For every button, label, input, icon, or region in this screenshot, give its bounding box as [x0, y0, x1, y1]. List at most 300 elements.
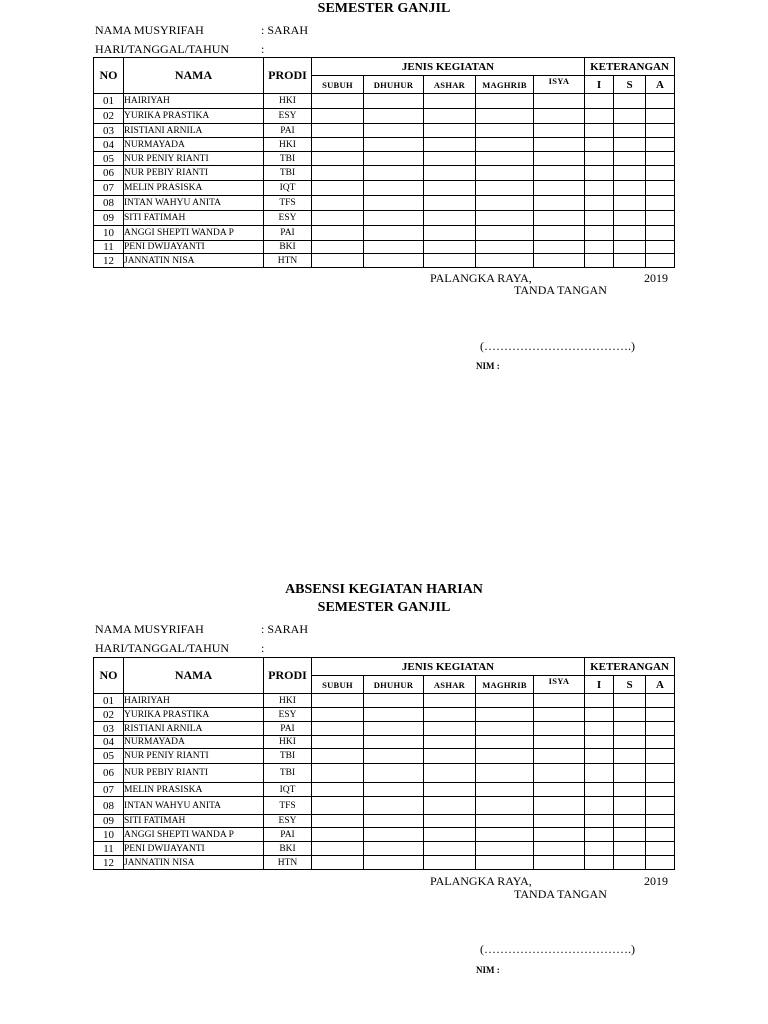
cell-subuh	[312, 694, 364, 708]
table-row	[94, 109, 675, 124]
cell-ashar	[424, 166, 476, 181]
row-number: 12	[94, 254, 124, 268]
student-prodi: IQT	[264, 181, 312, 196]
cell-isya	[534, 166, 585, 181]
cell-izin	[585, 211, 614, 226]
cell-izin	[585, 94, 614, 109]
cell-maghrib	[476, 196, 534, 211]
col-subuh-header: SUBUH	[312, 676, 364, 694]
cell-alpa	[646, 783, 675, 797]
student-prodi: TBI	[264, 166, 312, 181]
cell-alpa	[646, 749, 675, 764]
cell-ashar	[424, 226, 476, 241]
student-name: NUR PENIY RIANTI	[124, 749, 264, 764]
cell-maghrib	[476, 856, 534, 870]
student-name: NUR PEBIY RIANTI	[124, 166, 264, 181]
cell-subuh	[312, 764, 364, 783]
cell-isya	[534, 181, 585, 196]
cell-izin	[585, 708, 614, 722]
cell-alpa	[646, 166, 675, 181]
col-maghrib-header: MAGHRIB	[476, 676, 534, 694]
col-isya-header: ISYA	[534, 76, 585, 94]
student-prodi: TBI	[264, 152, 312, 166]
cell-isya	[534, 152, 585, 166]
cell-maghrib	[476, 152, 534, 166]
row-number: 10	[94, 828, 124, 842]
col-alpa-header: A	[646, 676, 675, 694]
cell-subuh	[312, 226, 364, 241]
cell-isya	[534, 828, 585, 842]
student-prodi: BKI	[264, 842, 312, 856]
cell-dhuhur	[364, 181, 424, 196]
student-prodi: HKI	[264, 694, 312, 708]
cell-izin	[585, 722, 614, 736]
form-title-semester: SEMESTER GANJIL	[317, 1, 451, 16]
student-name: MELIN PRASISKA	[124, 181, 264, 196]
cell-ashar	[424, 856, 476, 870]
table-row	[94, 783, 675, 797]
student-prodi: HKI	[264, 736, 312, 749]
student-prodi: HKI	[264, 138, 312, 152]
table-row	[94, 211, 675, 226]
signature-line: (……………………………….)	[480, 339, 635, 353]
cell-dhuhur	[364, 783, 424, 797]
musyrifah-value: : SARAH	[261, 622, 309, 636]
cell-alpa	[646, 764, 675, 783]
cell-maghrib	[476, 749, 534, 764]
place-label: PALANGKA RAYA,	[430, 271, 532, 285]
cell-alpa	[646, 842, 675, 856]
cell-dhuhur	[364, 694, 424, 708]
table-row	[94, 842, 675, 856]
cell-isya	[534, 124, 585, 138]
cell-subuh	[312, 138, 364, 152]
row-number: 07	[94, 181, 124, 196]
student-name: RISTIANI ARNILA	[124, 124, 264, 138]
cell-sakit	[614, 749, 646, 764]
cell-dhuhur	[364, 815, 424, 828]
cell-sakit	[614, 152, 646, 166]
cell-isya	[534, 749, 585, 764]
cell-izin	[585, 736, 614, 749]
table-row	[94, 166, 675, 181]
student-prodi: ESY	[264, 708, 312, 722]
cell-sakit	[614, 166, 646, 181]
cell-dhuhur	[364, 708, 424, 722]
cell-ashar	[424, 181, 476, 196]
cell-subuh	[312, 856, 364, 870]
cell-subuh	[312, 749, 364, 764]
cell-dhuhur	[364, 166, 424, 181]
cell-maghrib	[476, 124, 534, 138]
cell-alpa	[646, 694, 675, 708]
col-izin-header: I	[585, 76, 614, 94]
cell-izin	[585, 124, 614, 138]
musyrifah-value: : SARAH	[261, 23, 309, 37]
cell-maghrib	[476, 815, 534, 828]
cell-sakit	[614, 181, 646, 196]
cell-izin	[585, 226, 614, 241]
cell-ashar	[424, 736, 476, 749]
date-row	[95, 42, 395, 57]
cell-subuh	[312, 708, 364, 722]
cell-subuh	[312, 254, 364, 268]
cell-sakit	[614, 815, 646, 828]
cell-alpa	[646, 828, 675, 842]
cell-alpa	[646, 708, 675, 722]
cell-alpa	[646, 124, 675, 138]
student-prodi: TFS	[264, 797, 312, 815]
cell-subuh	[312, 842, 364, 856]
cell-isya	[534, 241, 585, 254]
col-no-header: NO	[94, 658, 124, 694]
cell-subuh	[312, 736, 364, 749]
student-prodi: HKI	[264, 94, 312, 109]
cell-maghrib	[476, 226, 534, 241]
student-name: HAIRIYAH	[124, 694, 264, 708]
cell-isya	[534, 783, 585, 797]
cell-alpa	[646, 138, 675, 152]
student-prodi: TBI	[264, 749, 312, 764]
student-prodi: ESY	[264, 109, 312, 124]
table-row	[94, 856, 675, 870]
cell-ashar	[424, 722, 476, 736]
cell-ashar	[424, 254, 476, 268]
table-row	[94, 181, 675, 196]
cell-izin	[585, 109, 614, 124]
cell-maghrib	[476, 708, 534, 722]
cell-sakit	[614, 783, 646, 797]
cell-sakit	[614, 694, 646, 708]
cell-sakit	[614, 722, 646, 736]
cell-ashar	[424, 842, 476, 856]
musyrifah-row	[95, 23, 395, 38]
cell-ashar	[424, 749, 476, 764]
cell-maghrib	[476, 181, 534, 196]
cell-alpa	[646, 815, 675, 828]
student-name: NURMAYADA	[124, 736, 264, 749]
col-keterangan-header: KETERANGAN	[585, 658, 675, 676]
col-no-header: NO	[94, 58, 124, 94]
cell-subuh	[312, 722, 364, 736]
cell-dhuhur	[364, 124, 424, 138]
cell-sakit	[614, 211, 646, 226]
student-prodi: PAI	[264, 722, 312, 736]
col-ashar-header: ASHAR	[424, 76, 476, 94]
cell-isya	[534, 196, 585, 211]
student-prodi: BKI	[264, 241, 312, 254]
col-jenis-kegiatan-header: JENIS KEGIATAN	[312, 658, 585, 676]
cell-izin	[585, 797, 614, 815]
student-name: NURMAYADA	[124, 138, 264, 152]
cell-ashar	[424, 94, 476, 109]
col-sakit-header: S	[614, 676, 646, 694]
cell-ashar	[424, 241, 476, 254]
col-ashar-header: ASHAR	[424, 676, 476, 694]
cell-maghrib	[476, 783, 534, 797]
student-name: YURIKA PRASTIKA	[124, 109, 264, 124]
col-subuh-header: SUBUH	[312, 76, 364, 94]
student-prodi: ESY	[264, 211, 312, 226]
cell-maghrib	[476, 828, 534, 842]
table-row	[94, 736, 675, 749]
cell-izin	[585, 783, 614, 797]
cell-alpa	[646, 856, 675, 870]
date-value: :	[261, 641, 265, 655]
cell-ashar	[424, 797, 476, 815]
table-row	[94, 254, 675, 268]
table-row	[94, 797, 675, 815]
student-name: NUR PEBIY RIANTI	[124, 764, 264, 783]
cell-sakit	[614, 254, 646, 268]
cell-izin	[585, 138, 614, 152]
year-label: 2019	[644, 874, 668, 888]
cell-subuh	[312, 815, 364, 828]
col-dhuhur-header: DHUHUR	[364, 676, 424, 694]
cell-dhuhur	[364, 211, 424, 226]
row-number: 05	[94, 749, 124, 764]
row-number: 08	[94, 196, 124, 211]
cell-sakit	[614, 109, 646, 124]
cell-sakit	[614, 842, 646, 856]
cell-maghrib	[476, 109, 534, 124]
student-name: YURIKA PRASTIKA	[124, 708, 264, 722]
row-number: 11	[94, 842, 124, 856]
student-prodi: PAI	[264, 828, 312, 842]
cell-subuh	[312, 181, 364, 196]
cell-alpa	[646, 109, 675, 124]
cell-ashar	[424, 708, 476, 722]
cell-ashar	[424, 138, 476, 152]
cell-isya	[534, 138, 585, 152]
cell-ashar	[424, 124, 476, 138]
cell-subuh	[312, 211, 364, 226]
cell-alpa	[646, 211, 675, 226]
cell-dhuhur	[364, 764, 424, 783]
student-name: INTAN WAHYU ANITA	[124, 196, 264, 211]
cell-izin	[585, 694, 614, 708]
cell-sakit	[614, 138, 646, 152]
cell-sakit	[614, 764, 646, 783]
col-sakit-header: S	[614, 76, 646, 94]
place-label: PALANGKA RAYA,	[430, 874, 532, 888]
cell-dhuhur	[364, 152, 424, 166]
row-number: 02	[94, 109, 124, 124]
cell-maghrib	[476, 736, 534, 749]
cell-izin	[585, 842, 614, 856]
cell-subuh	[312, 241, 364, 254]
row-number: 09	[94, 815, 124, 828]
table-row	[94, 226, 675, 241]
col-jenis-kegiatan-header: JENIS KEGIATAN	[312, 58, 585, 76]
cell-ashar	[424, 694, 476, 708]
row-number: 10	[94, 226, 124, 241]
cell-ashar	[424, 196, 476, 211]
cell-izin	[585, 254, 614, 268]
cell-dhuhur	[364, 828, 424, 842]
student-prodi: TBI	[264, 764, 312, 783]
student-prodi: PAI	[264, 124, 312, 138]
student-name: MELIN PRASISKA	[124, 783, 264, 797]
cell-izin	[585, 856, 614, 870]
musyrifah-row	[95, 622, 395, 637]
student-name: HAIRIYAH	[124, 94, 264, 109]
cell-ashar	[424, 815, 476, 828]
cell-dhuhur	[364, 94, 424, 109]
cell-isya	[534, 211, 585, 226]
cell-dhuhur	[364, 196, 424, 211]
cell-isya	[534, 694, 585, 708]
row-number: 07	[94, 783, 124, 797]
student-name: PENI DWIJAYANTI	[124, 842, 264, 856]
cell-subuh	[312, 124, 364, 138]
cell-izin	[585, 181, 614, 196]
cell-sakit	[614, 856, 646, 870]
student-name: SITI FATIMAH	[124, 211, 264, 226]
col-alpa-header: A	[646, 76, 675, 94]
cell-maghrib	[476, 797, 534, 815]
cell-isya	[534, 708, 585, 722]
student-name: PENI DWIJAYANTI	[124, 241, 264, 254]
table-row	[94, 94, 675, 109]
signature-line: (……………………………….)	[480, 942, 635, 956]
cell-isya	[534, 226, 585, 241]
date-value: :	[261, 42, 265, 56]
date-row	[95, 641, 395, 656]
cell-isya	[534, 842, 585, 856]
cell-subuh	[312, 166, 364, 181]
cell-alpa	[646, 797, 675, 815]
cell-alpa	[646, 254, 675, 268]
cell-isya	[534, 109, 585, 124]
cell-sakit	[614, 196, 646, 211]
cell-ashar	[424, 152, 476, 166]
cell-isya	[534, 797, 585, 815]
cell-maghrib	[476, 166, 534, 181]
cell-subuh	[312, 94, 364, 109]
cell-maghrib	[476, 842, 534, 856]
sign-label: TANDA TANGAN	[514, 283, 607, 297]
table-row	[94, 694, 675, 708]
cell-sakit	[614, 241, 646, 254]
cell-ashar	[424, 764, 476, 783]
row-number: 03	[94, 124, 124, 138]
cell-dhuhur	[364, 109, 424, 124]
cell-isya	[534, 94, 585, 109]
date-label: HARI/TANGGAL/TAHUN	[95, 42, 230, 56]
row-number: 03	[94, 722, 124, 736]
cell-dhuhur	[364, 736, 424, 749]
row-number: 05	[94, 152, 124, 166]
cell-maghrib	[476, 138, 534, 152]
student-name: INTAN WAHYU ANITA	[124, 797, 264, 815]
nim-label: NIM :	[476, 361, 500, 371]
table-row	[94, 241, 675, 254]
cell-izin	[585, 749, 614, 764]
cell-maghrib	[476, 211, 534, 226]
cell-izin	[585, 828, 614, 842]
cell-izin	[585, 815, 614, 828]
cell-ashar	[424, 783, 476, 797]
student-prodi: HTN	[264, 856, 312, 870]
row-number: 01	[94, 694, 124, 708]
student-name: SITI FATIMAH	[124, 815, 264, 828]
attendance-table	[93, 57, 675, 268]
student-name: ANGGI SHEPTI WANDA P	[124, 226, 264, 241]
col-prodi-header: PRODI	[264, 58, 312, 94]
sign-label: TANDA TANGAN	[514, 887, 607, 901]
cell-dhuhur	[364, 842, 424, 856]
cell-sakit	[614, 124, 646, 138]
cell-alpa	[646, 736, 675, 749]
cell-alpa	[646, 722, 675, 736]
col-prodi-header: PRODI	[264, 658, 312, 694]
student-prodi: HTN	[264, 254, 312, 268]
cell-ashar	[424, 109, 476, 124]
student-name: JANNATIN NISA	[124, 254, 264, 268]
table-row	[94, 815, 675, 828]
table-row	[94, 749, 675, 764]
row-number: 12	[94, 856, 124, 870]
table-row	[94, 828, 675, 842]
row-number: 06	[94, 764, 124, 783]
cell-subuh	[312, 797, 364, 815]
student-name: RISTIANI ARNILA	[124, 722, 264, 736]
cell-sakit	[614, 94, 646, 109]
cell-isya	[534, 856, 585, 870]
cell-sakit	[614, 797, 646, 815]
cell-alpa	[646, 226, 675, 241]
col-nama-header: NAMA	[124, 658, 264, 694]
cell-dhuhur	[364, 254, 424, 268]
musyrifah-label: NAMA MUSYRIFAH	[95, 622, 204, 636]
cell-maghrib	[476, 241, 534, 254]
col-keterangan-header: KETERANGAN	[585, 58, 675, 76]
table-row	[94, 152, 675, 166]
attendance-table	[93, 657, 675, 870]
cell-maghrib	[476, 94, 534, 109]
cell-maghrib	[476, 694, 534, 708]
cell-alpa	[646, 196, 675, 211]
student-prodi: PAI	[264, 226, 312, 241]
cell-sakit	[614, 736, 646, 749]
form-title-main: ABSENSI KEGIATAN HARIAN	[285, 582, 483, 597]
table-row	[94, 722, 675, 736]
cell-maghrib	[476, 764, 534, 783]
cell-dhuhur	[364, 722, 424, 736]
cell-isya	[534, 254, 585, 268]
cell-alpa	[646, 181, 675, 196]
table-row	[94, 708, 675, 722]
cell-sakit	[614, 708, 646, 722]
student-name: JANNATIN NISA	[124, 856, 264, 870]
nim-label: NIM :	[476, 965, 500, 975]
student-prodi: IQT	[264, 783, 312, 797]
cell-sakit	[614, 828, 646, 842]
form-title-semester: SEMESTER GANJIL	[317, 600, 451, 615]
student-name: ANGGI SHEPTI WANDA P	[124, 828, 264, 842]
date-label: HARI/TANGGAL/TAHUN	[95, 641, 230, 655]
cell-ashar	[424, 211, 476, 226]
cell-isya	[534, 764, 585, 783]
row-number: 01	[94, 94, 124, 109]
cell-dhuhur	[364, 226, 424, 241]
cell-dhuhur	[364, 856, 424, 870]
row-number: 02	[94, 708, 124, 722]
col-isya-header: ISYA	[534, 676, 585, 694]
table-row	[94, 764, 675, 783]
row-number: 04	[94, 138, 124, 152]
